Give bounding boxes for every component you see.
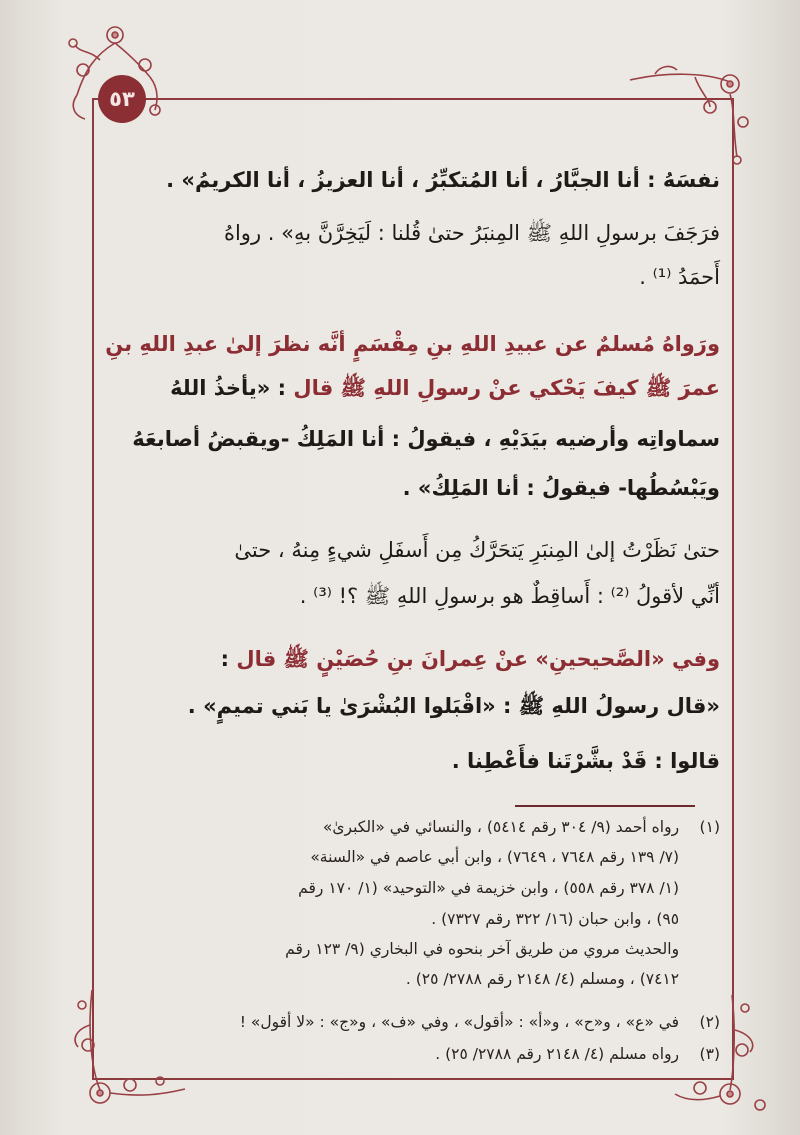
footnote-line: [323, 820, 720, 836]
floral-ornament-icon: [60, 985, 190, 1115]
text-line: سماواتِه وأرضيه بيَدَيْهِ ، فيقولُ : أنا المَلِكُ -ويقبضُ أصابعَهُ: [132, 427, 720, 451]
footnote-number: (٢): [699, 1013, 720, 1031]
footnote-line: [435, 1047, 720, 1063]
text-line: ويَبْسُطُها- فيقولُ : أنا المَلِكُ» .: [402, 476, 720, 500]
text-line: أنِّي لأقولُ ⁽²⁾ : أَساقِطٌ هو برسولِ اللهِ ﷺ ؟! ⁽³⁾ .: [299, 584, 720, 608]
footnote-text: (٧/ ١٣٩ رقم ٧٦٤٨ ، ٧٦٤٩) ، وابن أبي عاصم في «السنة»: [310, 848, 680, 866]
footnote-line: [431, 912, 720, 928]
page-number-badge: [98, 75, 146, 123]
footnote-number: (١): [699, 818, 720, 836]
colon: :: [220, 647, 230, 671]
footnote-line: [285, 942, 720, 958]
footnote-separator: [515, 805, 695, 807]
footnote-text: والحديث مروي من طريق آخر بنحوه في البخاري (٩/ ١٢٣ رقم: [285, 940, 680, 958]
highlighted-phrase: عمرَ ﷺ كيفَ يَحْكي عنْ رسولِ اللهِ ﷺ قال: [293, 376, 720, 400]
text-line: أَحمَدُ ⁽¹⁾ .: [639, 265, 720, 289]
footnote-line: [298, 881, 720, 897]
text-line: قالوا : قَدْ بشَّرْتَنا فأَعْطِنا .: [451, 749, 720, 773]
page-number: ٥٣: [109, 87, 135, 111]
text-line: نفسَهُ : أنا الجبَّارُ ، أنا المُتكبِّرُ ، أنا العزيزُ ، أنا الكريمُ» .: [166, 168, 720, 192]
footnote-line: [406, 972, 720, 988]
text-line: حتىٰ نَظَرْتُ إلىٰ المِنبَرِ يَتحَرَّكُ مِن أَسفَلِ شيءٍ مِنهُ ، حتىٰ: [234, 538, 720, 562]
footnote-text: (١/ ٣٧٨ رقم ٥٥٨) ، وابن خزيمة في «التوحيد» (١/ ١٧٠ رقم: [298, 879, 680, 897]
footnote-text: رواه أحمد (٩/ ٣٠٤ رقم ٥٤١٤) ، والنسائي في «الكبرىٰ»: [322, 818, 680, 836]
text-line: [221, 649, 720, 670]
highlighted-phrase: وفي «الصَّحيحينِ» عنْ عِمرانَ بنِ حُصَيْنٍ ﷺ قال: [236, 647, 720, 671]
text-line: فرَجَفَ برسولِ اللهِ ﷺ المِنبَرُ حتىٰ قُلنا : لَيَخِرَّنَّ بهِ» . رواهُ: [223, 221, 720, 245]
footnote-text: في «ع» ، و«ح» ، و«أ» : «أقول» ، وفي «ف» ، و«ج» : «لا أقول» !: [239, 1013, 680, 1031]
footnote-line: [240, 1015, 720, 1031]
text-line: «قال رسولُ اللهِ ﷺ : «اقْبَلوا البُشْرَىٰ يا بَني تميمٍ» .: [187, 694, 720, 718]
footnote-number: (٣): [699, 1045, 720, 1063]
text-line-highlighted: ورَواهُ مُسلمٌ عن عبيدِ اللهِ بنِ مِقْسَمٍ أنَّه نظرَ إلىٰ عبدِ اللهِ بنِ: [105, 332, 720, 356]
footnote-text: رواه مسلم (٤/ ٢١٤٨ رقم ٢٧٨٨/ ٢٥) .: [435, 1045, 680, 1063]
text-line: [170, 378, 720, 399]
quote-start: : «يأخذُ اللهُ: [170, 376, 287, 400]
floral-ornament-icon: [625, 62, 755, 172]
footnote-text: ٧٤١٢) ، ومسلم (٤/ ٢١٤٨ رقم ٢٧٨٨/ ٢٥) .: [405, 970, 680, 988]
footnote-text: ٩٥) ، وابن حبان (١٦/ ٣٢٢ رقم ٧٣٢٧) .: [431, 910, 680, 928]
footnote-line: [310, 850, 720, 866]
